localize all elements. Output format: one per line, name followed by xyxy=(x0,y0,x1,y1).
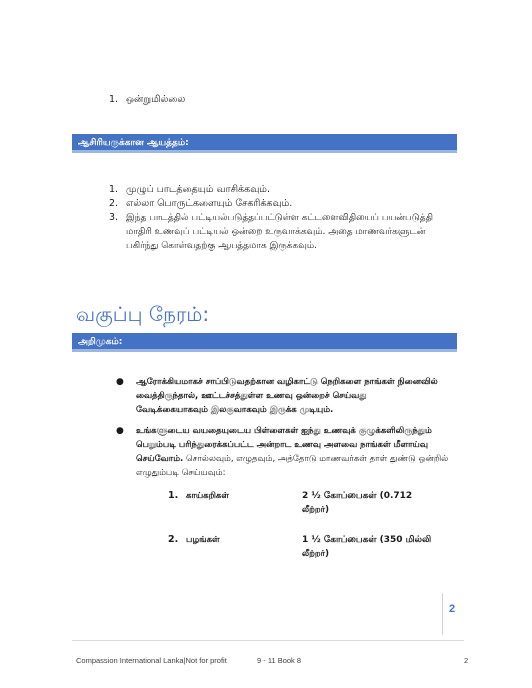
footer-right: 2 xyxy=(464,656,469,665)
list-number: 1. xyxy=(109,184,119,195)
food-amount-unit: லீற்றர்) xyxy=(302,549,329,559)
food-amount-unit: லீற்றர்) xyxy=(302,505,329,515)
list-item: எல்லா பொருட்களையும் சேகரிக்கவும். xyxy=(126,198,293,209)
bullet-line: பெறும்படி பரிந்துரைக்கப்பட்ட அன்றாட உணவு அளவை நாங்கள் மீளாய்வு xyxy=(136,440,428,450)
list-number: 1. xyxy=(109,94,119,105)
bullet-line xyxy=(136,452,448,466)
bullet-text: சொல்லவும், எழுதவும், அத்தோடு மாணவர்கள் தாள் துண்டு ஒன்றில் xyxy=(183,454,449,464)
list-item: முழுப் பாடத்தையும் வாசிக்கவும். xyxy=(126,184,270,195)
list-item-line: இந்த பாடத்தில் பட்டியல்படுத்தப்பட்டுள்ள கட்டளைவிதியைப் பயன்படுத்தி xyxy=(126,213,433,223)
food-number: 2. xyxy=(168,534,179,545)
bullet-icon: ● xyxy=(116,426,124,436)
footer-divider xyxy=(72,640,464,641)
bullet-line: வேடிக்கையாகவும் இலகுவாகவும் இருக்க முடியும். xyxy=(136,405,334,415)
bullet-line: வைத்திருந்தால், ஊட்டச்சத்துள்ள உணவு ஒன்றைச் செய்வது xyxy=(136,391,367,401)
bullet-line: எழுதும்படி செய்யவும்: xyxy=(136,468,226,478)
teacher-prep-heading: ஆசிரியருக்கான ஆயத்தம்: xyxy=(72,134,457,153)
section-title: வகுப்பு நேரம்: xyxy=(76,302,210,326)
bullet-line: உங்களுடைய வயதையுடைய பிள்ளைகள் ஐந்து உணவுக் குழுக்களிலிருந்தும் xyxy=(136,426,432,436)
food-name: பழங்கள் xyxy=(186,535,220,545)
bullet-bold-text: செய்வோம். xyxy=(136,454,184,464)
food-amount: 1 ½ கோப்பைகள் (350 மில்லி xyxy=(302,535,432,545)
bullet-line: ஆரோக்கியமாகச் சாப்பிடுவதற்கான வழிகாட்டு நெறிகளை நாங்கள் நினைவில் xyxy=(136,377,438,387)
food-amount: 2 ½ கோப்பைகள் (0.712 xyxy=(302,491,413,501)
page-number: 2 xyxy=(449,603,456,615)
footer-left: Compassion International Lanka|Not for profit xyxy=(76,656,227,665)
list-item-line: பகிர்ந்து கொள்வதற்கு ஆயத்தமாக இருக்கவும். xyxy=(126,241,317,251)
footer-center: 9 - 11 Book 8 xyxy=(257,656,302,665)
list-number: 2. xyxy=(109,198,119,209)
bullet-icon: ● xyxy=(116,377,124,387)
food-number: 1. xyxy=(168,490,179,501)
intro-heading: அறிமுகம்: xyxy=(72,333,457,352)
list-item: ஒன்றுமில்லை xyxy=(126,94,186,105)
page-number-divider xyxy=(442,593,443,635)
list-number: 3. xyxy=(109,212,119,223)
list-item-line: மாதிரி உணவுப் பட்டியல் ஒன்றை உருவாக்கவும். அதை மாணவர்களுடன் xyxy=(126,227,426,237)
food-name: காய்கறிகள் xyxy=(186,491,230,501)
